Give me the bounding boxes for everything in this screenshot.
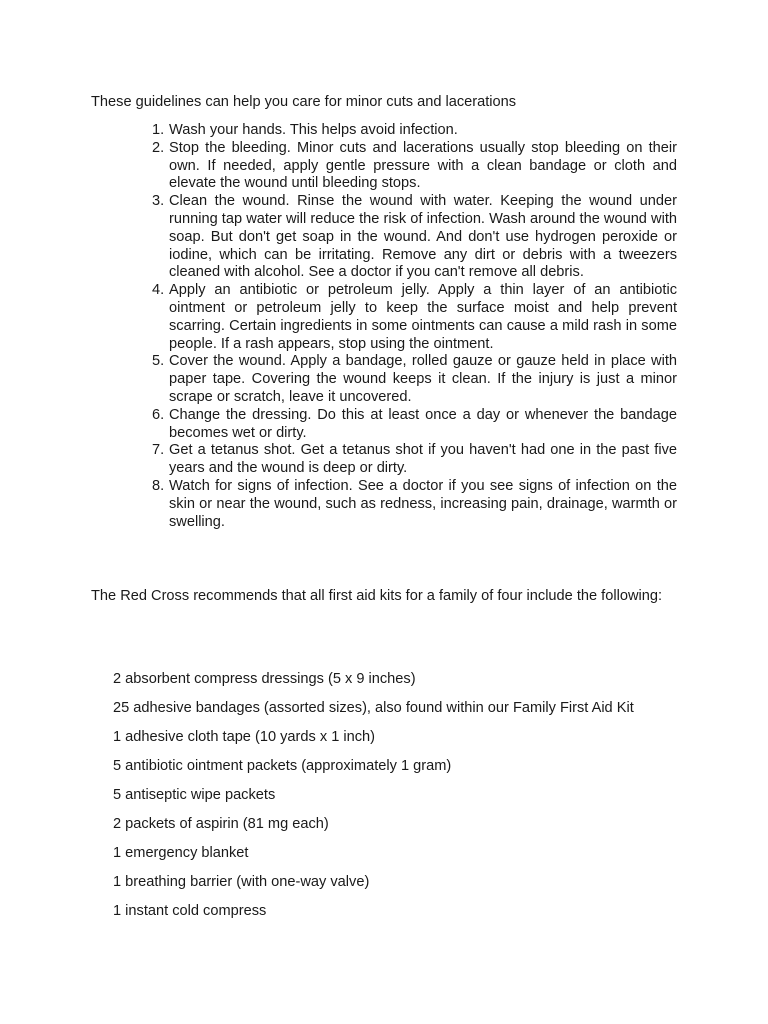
step-item <box>91 353 677 406</box>
step-number: 2. <box>152 139 165 156</box>
first-aid-kit-list <box>113 670 634 931</box>
kit-item: 2 packets of aspirin (81 mg each) <box>113 816 329 832</box>
step-text: Watch for signs of infection. See a doctor if you see signs of infection on the skin or near the wound, such as redness, increasing pain, drainage, warmth or swelling. <box>169 477 677 530</box>
step-number: 6. <box>152 406 165 423</box>
step-number: 7. <box>152 442 165 459</box>
kit-item: 1 adhesive cloth tape (10 yards x 1 inch) <box>113 729 376 745</box>
step-text: Change the dressing. Do this at least once a day or whenever the bandage becomes wet or dirty. <box>169 406 677 441</box>
step-item <box>91 282 677 353</box>
step-number: 3. <box>152 193 165 210</box>
red-cross-paragraph: The Red Cross recommends that all first aid kits for a family of four include the following: <box>91 588 663 604</box>
step-item <box>91 442 677 478</box>
step-number: 5. <box>152 353 165 370</box>
step-item <box>91 122 677 140</box>
step-item <box>91 193 677 282</box>
step-text: Apply an antibiotic or petroleum jelly. Apply a thin layer of an antibiotic ointment or petroleum jelly to keep the surface moist and help prevent scarring. Certain ingredients in some ointments can cause a mild rash in some people. If a rash appears, stop using the ointment. <box>169 282 677 352</box>
wound-care-steps <box>91 122 677 531</box>
kit-item: 1 emergency blanket <box>113 845 249 861</box>
kit-item: 5 antibiotic ointment packets (approximately 1 gram) <box>113 758 452 774</box>
step-number: 1. <box>152 122 165 138</box>
step-item <box>91 140 677 193</box>
kit-item: 25 adhesive bandages (assorted sizes), also found within our Family First Aid Kit <box>113 700 634 716</box>
step-item <box>91 478 677 531</box>
kit-item: 1 instant cold compress <box>113 903 267 919</box>
kit-item: 2 absorbent compress dressings (5 x 9 inches) <box>113 671 416 687</box>
step-number: 8. <box>152 477 165 494</box>
step-item <box>91 407 677 443</box>
kit-item: 1 breathing barrier (with one-way valve) <box>113 874 370 890</box>
step-number: 4. <box>152 282 165 299</box>
step-text: Wash your hands. This helps avoid infection. <box>169 122 458 138</box>
kit-item: 5 antiseptic wipe packets <box>113 787 276 803</box>
step-text: Get a tetanus shot. Get a tetanus shot if you haven't had one in the past five years and the wound is deep or dirty. <box>169 442 677 477</box>
step-text: Clean the wound. Rinse the wound with water. Keeping the wound under running tap water will reduce the risk of infection. Wash around the wound with soap. But don't get soap in the wound. And don't use hydrogen peroxide or iodine, which can be irritating. Remove any dirt or debris with a tweezers cleaned with alcohol. See a doctor if you can't remove all debris. <box>169 193 677 281</box>
step-text: Stop the bleeding. Minor cuts and lacerations usually stop bleeding on their own. If needed, apply gentle pressure with a clean bandage or cloth and elevate the wound until bleeding stops. <box>169 139 677 192</box>
step-text: Cover the wound. Apply a bandage, rolled gauze or gauze held in place with paper tape. Covering the wound keeps it clean. If the injury is just a minor scrape or scratch, leave it uncovered. <box>169 353 677 405</box>
intro-paragraph: These guidelines can help you care for minor cuts and lacerations <box>91 94 517 110</box>
